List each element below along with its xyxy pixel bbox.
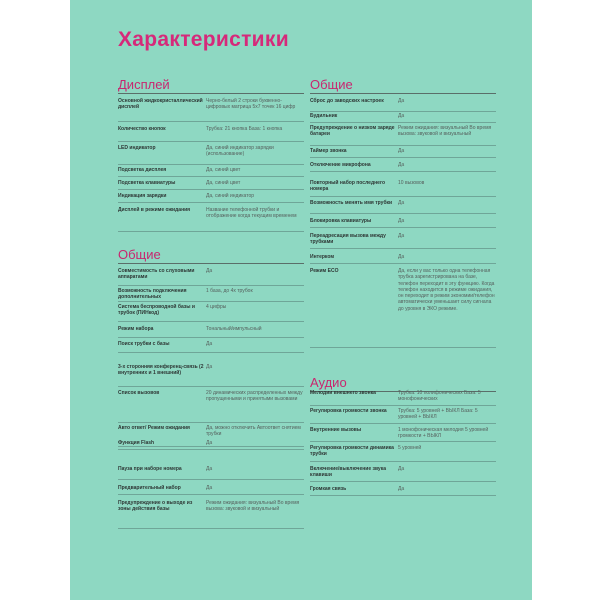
spec-row <box>310 390 496 406</box>
spec-value: Да <box>398 218 405 224</box>
spec-label: Включение/выключение звука клавиши <box>310 466 386 479</box>
document-page <box>70 0 532 600</box>
spec-label: Блокировка клавиатуры <box>310 218 372 224</box>
spec-value: 1 монофоническая мелодия 5 уровней громкости + ВЫКЛ <box>398 427 489 440</box>
spec-value: Да <box>398 254 405 260</box>
spec-label: Основной жидкокристаллический дисплей <box>118 98 203 111</box>
spec-label: Функция Flash <box>118 440 155 446</box>
spec-row <box>118 180 304 190</box>
spec-label: Интерком <box>310 254 335 260</box>
section-title-general-left: Общие <box>118 247 161 262</box>
spec-value: Да <box>398 148 405 154</box>
spec-label: Совместимость со слуховыми аппаратами <box>118 268 195 281</box>
spec-label: Возможность менять имя трубки <box>310 200 393 206</box>
spec-label: Сброс до заводских настроек <box>310 98 384 104</box>
spec-label: Внутренние вызовы <box>310 427 362 433</box>
spec-label: Пауза при наборе номера <box>118 466 182 472</box>
spec-label: Система беспроводной базы и трубок (ПИНкод) <box>118 304 195 317</box>
spec-label: Предварительный набор <box>118 485 181 491</box>
spec-value: Да <box>398 466 405 472</box>
spec-row <box>310 466 496 482</box>
spec-label: Отключение микрофона <box>310 162 371 168</box>
spec-label: Переадресация вызова между трубками <box>310 233 386 246</box>
spec-label: Возможность подключения дополнительных <box>118 288 187 301</box>
spec-value: Да <box>206 268 213 274</box>
spec-row <box>118 268 304 286</box>
spec-label: Регулировка громкости динамика трубки <box>310 445 394 458</box>
spec-value: Тональный/импульсный <box>206 326 262 332</box>
spec-row <box>310 148 496 158</box>
spec-label: Подсветка клавиатуры <box>118 180 176 186</box>
spec-row <box>310 427 496 442</box>
spec-row <box>310 180 496 197</box>
spec-row <box>118 207 304 232</box>
section-title-display: Дисплей <box>118 77 170 92</box>
spec-value: Да <box>206 485 213 491</box>
spec-row <box>118 145 304 165</box>
spec-value: Режим ожидания: визуальный Во время вызова: звуковой и визуальный <box>206 500 300 513</box>
spec-row <box>118 167 304 177</box>
spec-row <box>310 445 496 462</box>
spec-value: Да <box>206 364 213 370</box>
spec-value: Да, можно отключить Автоответ снятием трубки <box>206 425 301 438</box>
spec-value: Да, синий индикатор <box>206 193 255 199</box>
spec-value: 1 база, до 4х трубок <box>206 288 253 294</box>
spec-row <box>118 304 304 322</box>
spec-value: Да <box>398 162 405 168</box>
spec-label: LED индикатор <box>118 145 156 151</box>
spec-value: Да <box>206 466 213 472</box>
spec-label: Подсветка дисплея <box>118 167 167 173</box>
spec-row <box>118 288 304 302</box>
spec-row <box>118 466 304 480</box>
spec-label: Мелодии внешнего звонка <box>310 390 376 396</box>
spec-value: Название телефонной трубки и отображение когда текущим временем <box>206 207 297 220</box>
spec-value: Да, синий цвет <box>206 167 241 173</box>
spec-value: Да <box>206 341 213 347</box>
spec-value: Да, синий цвет <box>206 180 241 186</box>
spec-label: Дисплей в режиме ожидания <box>118 207 191 213</box>
page-title: Характеристики <box>118 28 289 51</box>
spec-row <box>310 98 496 112</box>
spec-row <box>118 326 304 338</box>
spec-row <box>118 126 304 142</box>
spec-label: Будильник <box>310 113 338 119</box>
spec-row <box>310 113 496 123</box>
spec-value: 10 вызовов <box>398 180 425 186</box>
spec-value: Да <box>398 200 405 206</box>
spec-label: Громкая связь <box>310 486 347 492</box>
spec-row <box>310 268 496 348</box>
spec-value: Да <box>398 233 405 239</box>
spec-row <box>118 364 304 387</box>
spec-value: Трубка: 5 уровней + ВЫКЛ База: 5 уровней + ВЫКЛ <box>398 408 478 421</box>
spec-value: Режим ожидания: визуальный Во время вызова: звуковой и визуальный <box>398 125 492 138</box>
spec-row <box>118 440 304 450</box>
spec-row <box>310 408 496 424</box>
spec-row <box>310 125 496 146</box>
section-title-audio: Аудио <box>310 375 347 390</box>
spec-label: Режим набора <box>118 326 154 332</box>
section-rule <box>118 93 304 94</box>
spec-value: Трубка: 10 полифонических База: 5 монофонических <box>398 390 481 403</box>
spec-value: Да, синий индикатор зарядки (использование) <box>206 145 274 158</box>
spec-label: Авто ответ/ Режим ожидания <box>118 425 190 431</box>
spec-row <box>310 233 496 249</box>
spec-row <box>118 500 304 529</box>
spec-row <box>118 98 304 122</box>
spec-label: Предупреждение о выходе из зоны действия базы <box>118 500 193 513</box>
spec-label: Таймер звонка <box>310 148 347 154</box>
spec-value: Да, если у вас только одна телефонная трубка зарегистрирована на базе, телефон переходит в эту функцию. Когда телефон находится в режиме ожидания, он переходит в режим экономии/телефон автоматически уменьшает силу сигнала до уровня в ЭКО режиме. <box>398 268 495 312</box>
spec-label: 3-х сторонняя конференц-связь (2 внутренних и 1 внешний) <box>118 364 204 377</box>
spec-value: 20 динамических распределенных между пропущенными и принятыми вызовами <box>206 390 303 403</box>
spec-label: Количество кнопок <box>118 126 166 132</box>
spec-value: Да <box>398 98 405 104</box>
spec-value: 5 уровней <box>398 445 422 451</box>
spec-label: Поиск трубки с базы <box>118 341 170 347</box>
spec-label: Режим ECO <box>310 268 339 274</box>
spec-value: 4 цифры <box>206 304 227 310</box>
spec-row <box>118 341 304 353</box>
spec-row <box>310 486 496 496</box>
spec-value: Черно-белый 2 строки буквенно-цифровых матрица 5х7 точек 16 цифр <box>206 98 296 111</box>
spec-row <box>118 485 304 495</box>
spec-row <box>118 390 304 423</box>
section-rule <box>310 93 496 94</box>
spec-value: Да <box>398 113 405 119</box>
spec-row <box>310 254 496 264</box>
spec-value: Да <box>206 440 213 446</box>
spec-label: Индикация зарядки <box>118 193 167 199</box>
spec-label: Повторный набор последнего номера <box>310 180 386 193</box>
section-rule <box>118 263 304 264</box>
spec-label: Список вызовов <box>118 390 160 396</box>
spec-label: Предупреждение о низком заряде батареи <box>310 125 395 138</box>
spec-value: Да <box>398 486 405 492</box>
spec-row <box>310 162 496 172</box>
spec-row <box>310 200 496 214</box>
spec-row <box>118 193 304 203</box>
spec-row <box>310 218 496 228</box>
section-title-general-right: Общие <box>310 77 353 92</box>
spec-label: Регулировка громкости звонка <box>310 408 387 414</box>
spec-value: Трубка: 21 кнопка База: 1 кнопка <box>206 126 283 132</box>
